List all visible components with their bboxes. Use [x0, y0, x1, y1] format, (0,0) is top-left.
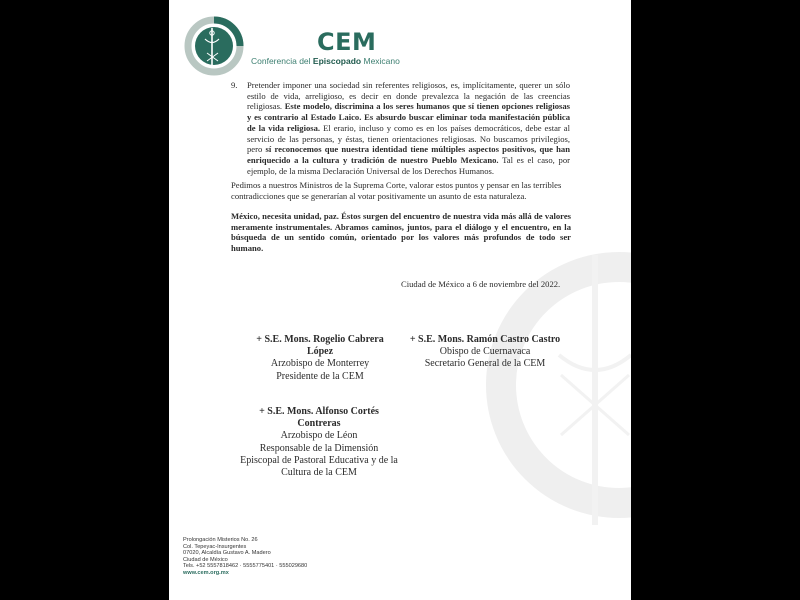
- org-full-name: Conferencia del Episcopado Mexicano: [251, 56, 400, 66]
- signature-block: [245, 334, 395, 383]
- signature-block: [239, 406, 399, 479]
- signatory-title: Arzobispo de Léon: [280, 430, 358, 442]
- signatory-title: Presidente de la CEM: [276, 370, 364, 382]
- signatory-title: Responsable de la Dimensión Episcopal de Pastoral Educativa y de la Cultura de la CEM: [240, 442, 398, 479]
- signatory-name: + S.E. Mons. Alfonso Cortés Contreras: [259, 406, 379, 430]
- footer-address: Prolongación Misterios No. 26 Col. Tepeyac-Insurgentes 07020, Alcaldía Gustavo A. Madero Ciudad de México Tels. +52 5557818462 · 5555775401 · 555029680 www.cem.org.mx: [183, 537, 308, 576]
- list-number: 9.: [231, 80, 238, 90]
- letter-page: [169, 0, 631, 600]
- letter-date: Ciudad de México a 6 de noviembre del 2022.: [401, 279, 561, 289]
- footer-phones: Tels. +52 5557818462 · 5555775401 · 555029680: [183, 563, 308, 570]
- signatory-name: + S.E. Mons. Ramón Castro Castro: [409, 334, 561, 345]
- paragraph-closing: México, necesita unidad, paz. Éstos surgen del encuentro de nuestra vida más allá de valores meramente instrumentales. Abramos caminos, juntos, para el diálogo y el encuentro, en la búsqueda de un sentido común, orientado por los valores más profundos de todo ser humano.: [231, 211, 571, 254]
- cem-logo-icon: [183, 15, 245, 77]
- signature-block: [404, 334, 566, 371]
- paragraph-item-9: Pretender imponer una sociedad sin referentes religiosos, es, implícitamente, querer un sólo estilo de vida, arreligioso, es decir en donde prevalezca la negación de las creencias religiosas. Este modelo, discrimina a los seres humanos que sí tienen opciones religiosas y es contrario al Estado Laico. Es absurdo buscar eliminar toda manifestación pública de la vida religiosa. El erario, incluso y como es en los países democráticos, debe estar al servicio de las personas, y éstas, tienen orientaciones religiosas. No buscamos privilegios, pero sí reconocemos que nuestra identidad tiene múltiples aspectos positivos, que han enriquecido a la cultura y tradición de nuestro Pueblo Mexicano. Tal es el caso, por ejemplo, de la misma Declaración Universal de los Derechos Humanos.: [247, 80, 570, 176]
- signatory-name: + S.E. Mons. Rogelio Cabrera López: [256, 334, 384, 358]
- signatory-title: Arzobispo de Monterrey: [270, 358, 370, 370]
- signatory-title: Secretario General de la CEM: [424, 358, 546, 370]
- website-link[interactable]: www.cem.org.mx: [183, 569, 229, 576]
- paragraph-request: Pedimos a nuestros Ministros de la Suprema Corte, valorar estos puntos y pensar en las terribles contradicciones que se generarían al votar positivamente un asunto de esta naturaleza.: [231, 180, 562, 201]
- org-abbreviation: CEM: [317, 28, 377, 56]
- signatory-title: Obispo de Cuernavaca: [439, 346, 531, 358]
